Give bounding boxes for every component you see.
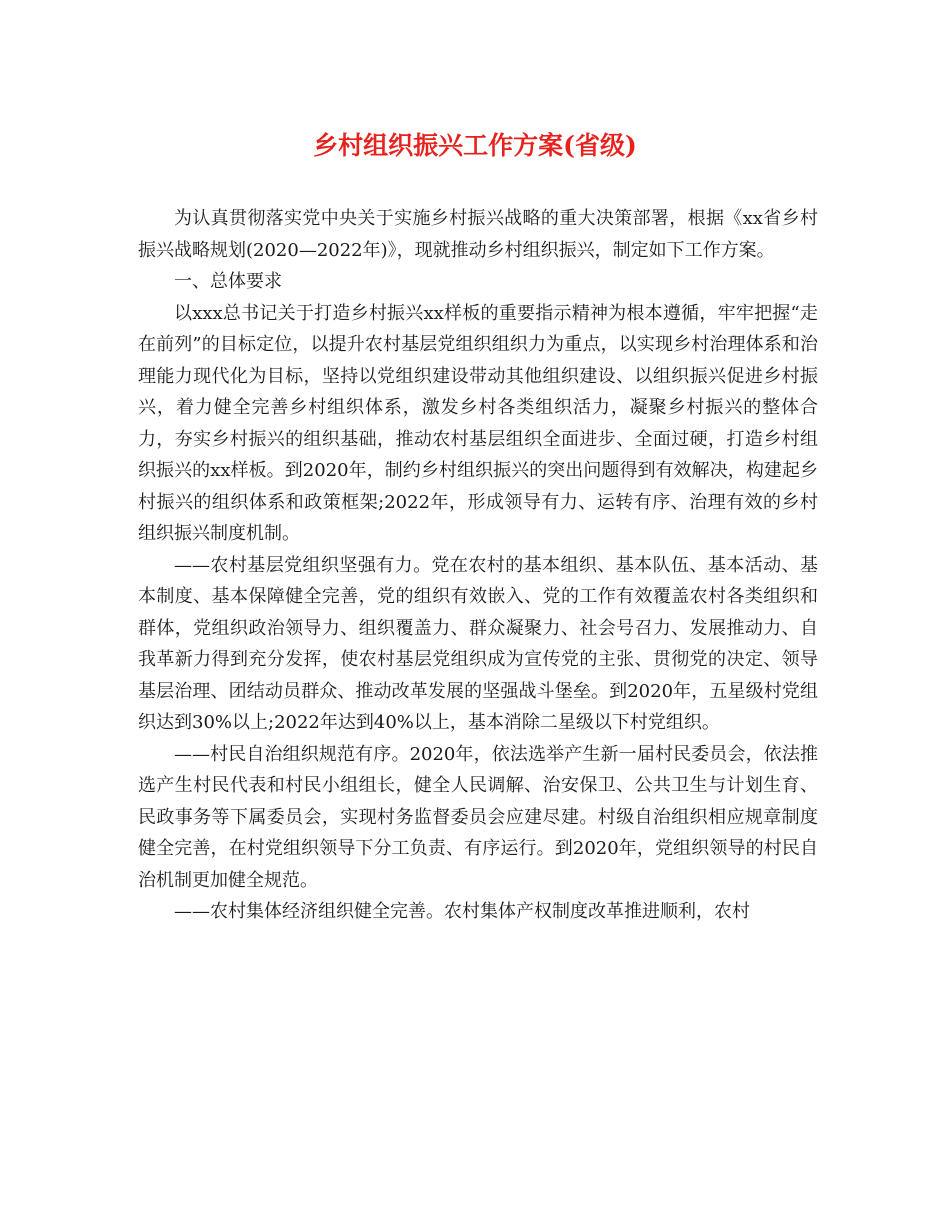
document-title: 乡村组织振兴工作方案(省级) <box>313 131 637 160</box>
paragraph-general-requirements: 以xxx总书记关于打造乡村振兴xx样板的重要指示精神为根本遵循，牢牢把握“走在前列”的目标定位，以提升农村基层党组织组织力为重点，以实现乡村治理体系和治理能力现代化为目标，坚持以党组织建设带动其他组织建设、以组织振兴促进乡村振兴，着力健全完善乡村组织体系，激发乡村各类组织活力，凝聚乡村振兴的整体合力，夯实乡村振兴的组织基础，推动农村基层组织全面进步、全面过硬，打造乡村组织振兴的xx样板。到2020年，制约乡村组织振兴的突出问题得到有效解决，构建起乡村振兴的组织体系和政策框架;2022年，形成领导有力、运转有序、治理有效的乡村组织振兴制度机制。 <box>138 302 818 544</box>
section-heading: 一、总体要求 <box>174 271 282 292</box>
paragraph-intro: 为认真贯彻落实党中央关于实施乡村振兴战略的重大决策部署，根据《xx省乡村振兴战略规划(2020—2022年)》，现就推动乡村组织振兴，制定如下工作方案。 <box>138 208 818 261</box>
paragraph-collective-economy: ——农村集体经济组织健全完善。农村集体产权制度改革推进顺利，农村 <box>174 901 750 922</box>
paragraph-party-organization: ——农村基层党组织坚强有力。党在农村的基本组织、基本队伍、基本活动、基本制度、基本保障健全完善，党的组织有效嵌入、党的工作有效覆盖农村各类组织和群体，党组织政治领导力、组织覆盖力、群众凝聚力、社会号召力、发展推动力、自我革新力得到充分发挥，使农村基层党组织成为宣传党的主张、贯彻党的决定、领导基层治理、团结动员群众、推动改革发展的坚强战斗堡垒。到2020年，五星级村党组织达到30%以上;2022年达到40%以上，基本消除二星级以下村党组织。 <box>138 554 818 733</box>
document-body <box>138 203 818 928</box>
paragraph-villager-autonomy: ——村民自治组织规范有序。2020年，依法选举产生新一届村民委员会，依法推选产生村民代表和村民小组组长，健全人民调解、治安保卫、公共卫生与计划生育、民政事务等下属委员会，实现村务监督委员会应建尽建。村级自治组织相应规章制度健全完善，在村党组织领导下分工负责、有序运行。到2020年，党组织领导的村民自治机制更加健全规范。 <box>138 743 818 891</box>
